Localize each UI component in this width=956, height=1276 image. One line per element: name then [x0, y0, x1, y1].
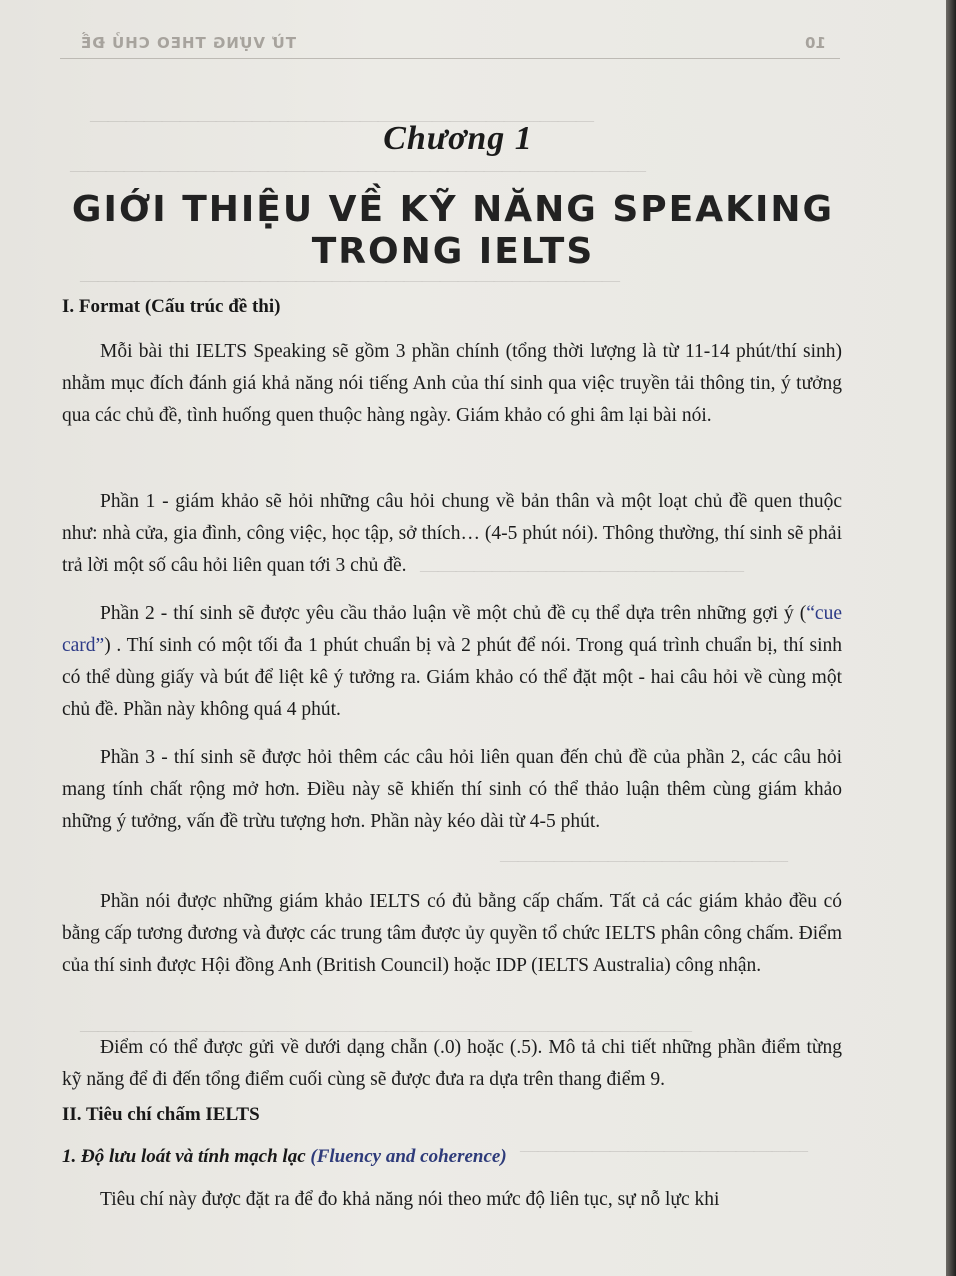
chapter-label: Chương 1 — [383, 120, 533, 157]
paragraph-part-2 — [62, 598, 842, 726]
chapter-title-line-1: GIỚI THIỆU VỀ KỸ NĂNG SPEAKING — [71, 189, 835, 230]
bleed-through-text: —————————————————— — [420, 560, 744, 580]
paragraph-overview: Mỗi bài thi IELTS Speaking sẽ gồm 3 phần chính (tổng thời lượng là từ 11-14 phút/thí sinh) nhằm mục đích đánh giá khả năng nói tiếng Anh của thí sinh qua việc truyền tải thông tin, ý tưởng qua các chủ đề, tình huống quen thuộc hàng ngày. Giám khảo có ghi âm lại bài nói. — [62, 341, 842, 426]
subheading-fluency-vi: 1. Độ lưu loát và tính mạch lạc — [62, 1146, 311, 1167]
subheading-fluency — [62, 1146, 507, 1168]
bleed-through-text: ———————————————— — [500, 850, 788, 870]
page-number: 10 — [805, 34, 826, 52]
bleed-through-text: ———————————————————————————— — [90, 110, 594, 130]
paragraph-examiners: Phần nói được những giám khảo IELTS có đủ bằng cấp chấm. Tất cả các giám khảo đều có bằng cấp tương đương và được các trung tâm được ủy quyền tổ chức IELTS phân công chấm. Điểm của thí sinh được Hội đồng Anh (British Council) hoặc IDP (IELTS Australia) công nhận. — [62, 891, 842, 976]
running-head — [60, 30, 840, 59]
bleed-through-text: ———————————————— — [520, 1140, 808, 1160]
cue-card-term: “cue card” — [62, 603, 842, 656]
paragraph-part-1: Phần 1 - giám khảo sẽ hỏi những câu hỏi chung về bản thân và một loạt chủ đề quen thuộc như: nhà cửa, gia đình, công việc, học tập, sở thích… (4-5 phút nói). Thông thường, thí sinh sẽ phải trả lời một số câu hỏi liên quan tới 3 chủ đề. — [62, 491, 842, 576]
book-edge — [946, 0, 956, 1276]
part-2-text-end: ) . Thí sinh có một tối đa 1 phút chuẩn bị và 2 phút để nói. Trong quá trình chuẩn bị, thí sinh có thể dùng giấy và bút để liệt kê ý tưởng ra. Giám khảo có thể đặt một - hai câu hỏi về cùng một chủ đề. Phần này không quá 4 phút. — [62, 635, 842, 720]
chapter-title-line-2: TRONG IELTS — [311, 231, 595, 272]
subheading-fluency-en: (Fluency and coherence) — [310, 1146, 507, 1167]
section-heading-format: I. Format (Cấu trúc đề thi) — [62, 296, 281, 317]
part-2-text-start: Phần 2 - thí sinh sẽ được yêu cầu thảo luận về một chủ đề cụ thể dựa trên những gợi ý ( — [100, 603, 807, 624]
running-head-title: TỪ VỰNG THEO CHỦ ĐỀ — [80, 34, 296, 52]
section-heading-criteria: II. Tiêu chí chấm IELTS — [62, 1104, 260, 1125]
paragraph-fluency: Tiêu chí này được đặt ra để đo khả năng nói theo mức độ liên tục, sự nỗ lực khi — [100, 1189, 720, 1210]
paragraph-scoring: Điểm có thể được gửi về dưới dạng chẵn (.0) hoặc (.5). Mô tả chi tiết những phần điểm từng kỹ năng để đi đến tổng điểm cuối cùng sẽ được đưa ra dựa trên thang điểm 9. — [62, 1037, 842, 1090]
bleed-through-text: —————————————————————————————————— — [80, 1020, 692, 1040]
paragraph-part-3: Phần 3 - thí sinh sẽ được hỏi thêm các câu hỏi liên quan đến chủ đề của phần 2, các câu hỏi mang tính chất rộng mở hơn. Điều này sẽ khiến thí sinh có thể thảo luận thêm cùng giám khảo những ý tưởng, vấn đề trừu tượng hơn. Phần này kéo dài từ 4-5 phút. — [62, 747, 842, 832]
bleed-through-text: ———————————————————————————————— — [70, 160, 646, 180]
bleed-through-text: —————————————————————————————— — [80, 270, 620, 290]
